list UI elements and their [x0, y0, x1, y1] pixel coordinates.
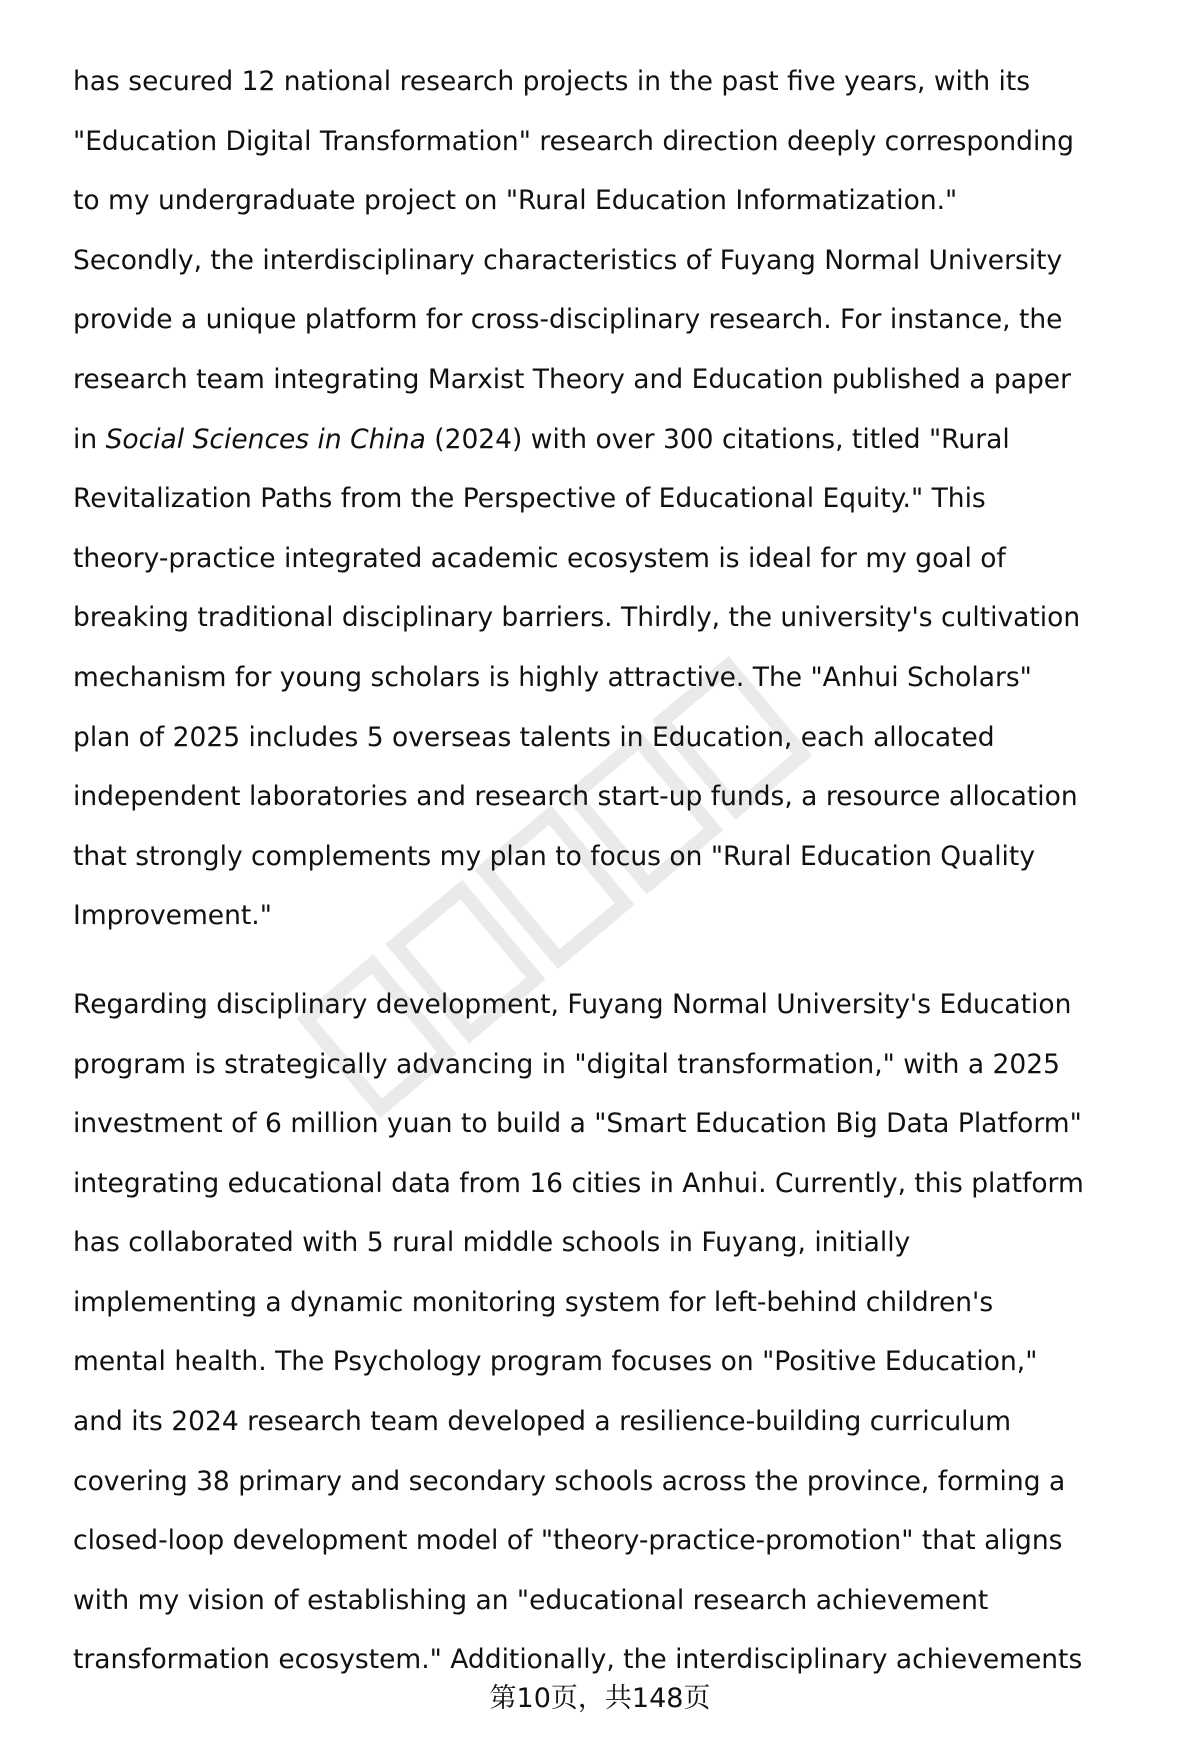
- text-line: transformation ecosystem." Additionally, the interdisciplinary achievements: [73, 1644, 1083, 1676]
- text-line: breaking traditional disciplinary barriers. Thirdly, the university's cultivation: [73, 602, 1081, 634]
- page-indicator: 第10页，共148页: [489, 1683, 711, 1714]
- text-line: that strongly complements my plan to focus on "Rural Education Quality: [73, 840, 1035, 872]
- paragraph-1: [73, 52, 1163, 946]
- text-line: and its 2024 research team developed a resilience-building curriculum: [73, 1406, 1012, 1438]
- text-line: theory-practice integrated academic ecosystem is ideal for my goal of: [73, 542, 1006, 574]
- text-line: Regarding disciplinary development, Fuyang Normal University's Education: [73, 988, 1072, 1020]
- text-line: plan of 2025 includes 5 overseas talents in Education, each allocated: [73, 721, 995, 753]
- text-line: has collaborated with 5 rural middle schools in Fuyang, initially: [73, 1227, 911, 1259]
- text-line: covering 38 primary and secondary schools across the province, forming a: [73, 1465, 1066, 1497]
- text-line: Revitalization Paths from the Perspective of Educational Equity." This: [73, 483, 986, 515]
- document-body: [73, 52, 1163, 1690]
- text-line: with my vision of establishing an "educational research achievement: [73, 1584, 989, 1616]
- text-segment: (2024) with over 300 citations, titled "Rural: [425, 423, 1010, 455]
- text-line: independent laboratories and research start-up funds, a resource allocation: [73, 781, 1078, 813]
- text-line: provide a unique platform for cross-disciplinary research. For instance, the: [73, 304, 1063, 336]
- text-line: Improvement.": [73, 900, 272, 932]
- text-line: "Education Digital Transformation" research direction deeply corresponding: [73, 125, 1074, 157]
- text-line: implementing a dynamic monitoring system for left-behind children's: [73, 1286, 994, 1318]
- text-line: research team integrating Marxist Theory and Education published a paper: [73, 363, 1071, 395]
- text-line: integrating educational data from 16 cities in Anhui. Currently, this platform: [73, 1167, 1084, 1199]
- text-line: program is strategically advancing in "digital transformation," with a 2025: [73, 1048, 1060, 1080]
- text-line: [73, 410, 1163, 470]
- text-segment: in: [73, 423, 106, 455]
- paragraph-2: [73, 975, 1163, 1690]
- text-line: to my undergraduate project on "Rural Education Informatization.": [73, 185, 958, 217]
- text-line: has secured 12 national research projects in the past five years, with its: [73, 66, 1031, 97]
- text-line: closed-loop development model of "theory-practice-promotion" that aligns: [73, 1525, 1063, 1557]
- text-line: mental health. The Psychology program focuses on "Positive Education,": [73, 1346, 1038, 1378]
- journal-title: Social Sciences in China: [105, 423, 426, 455]
- text-line: Secondly, the interdisciplinary characteristics of Fuyang Normal University: [73, 244, 1063, 276]
- text-line: investment of 6 million yuan to build a "Smart Education Big Data Platform": [73, 1108, 1082, 1140]
- text-line: mechanism for young scholars is highly attractive. The "Anhui Scholars": [73, 661, 1032, 693]
